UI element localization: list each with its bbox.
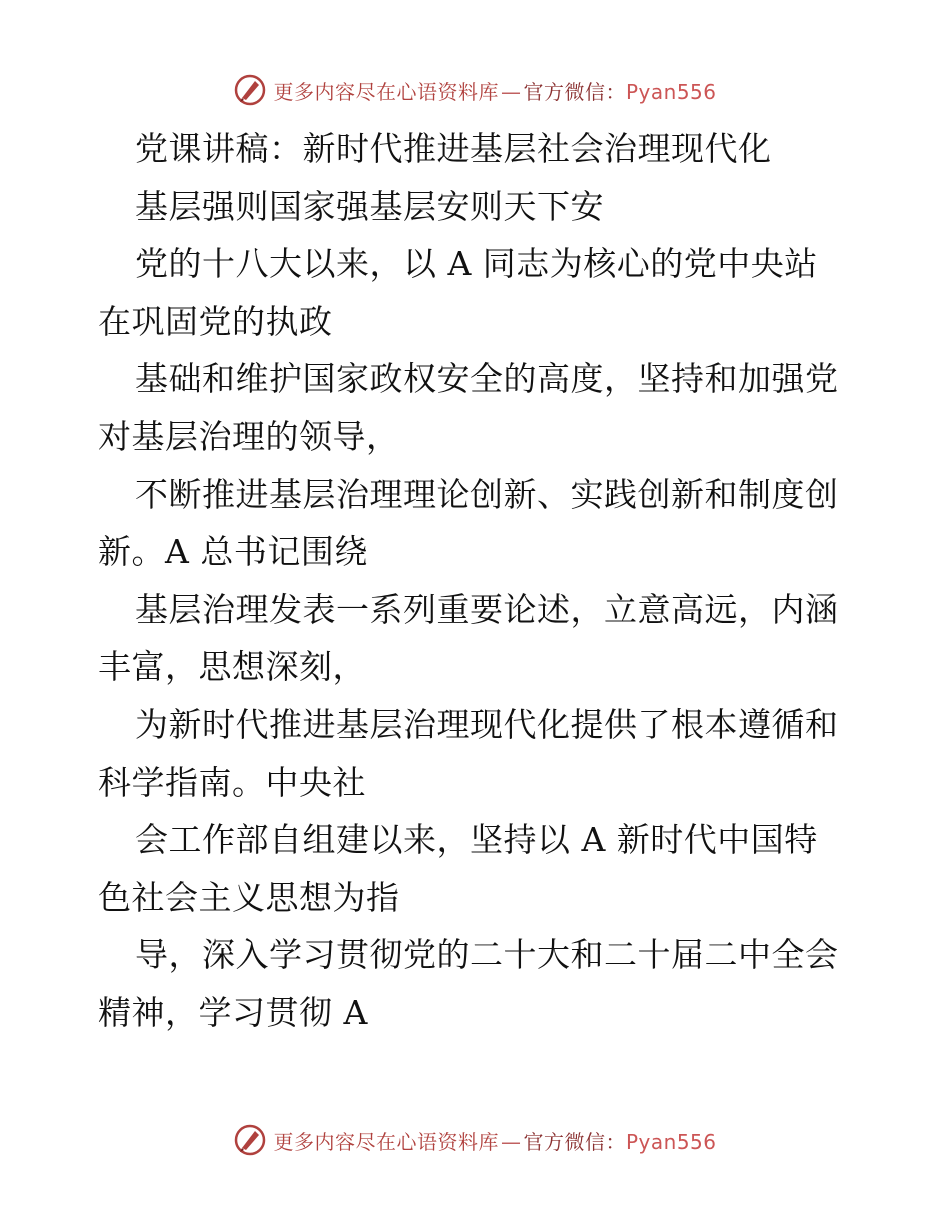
header-watermark (0, 70, 950, 110)
doc-line: 色社会主义思想为指 (98, 877, 400, 917)
watermark-separator: — (500, 1129, 522, 1154)
document-body (98, 120, 858, 1042)
footer-watermark (0, 1120, 950, 1160)
watermark-slogan: 更多内容尽在心语资料库 (273, 1129, 499, 1154)
watermark-wechat-label: 官方微信： (523, 79, 626, 104)
doc-line: 基层治理发表一系列重要论述，立意高远，内涵 (135, 589, 839, 629)
doc-line: 导，深入学习贯彻党的二十大和二十届二中全会 (135, 935, 839, 975)
watermark-wechat-id: Pyan556 (625, 1129, 717, 1154)
doc-line: 在巩固党的执政 (98, 301, 333, 341)
watermark-wechat-id: Pyan556 (625, 79, 717, 104)
doc-line: 对基层治理的领导， (98, 416, 400, 456)
doc-line: 新。A 总书记围绕 (98, 532, 368, 572)
doc-line: 精神，学习贯彻 A (98, 992, 368, 1032)
doc-line: 党的十八大以来，以 A 同志为核心的党中央站 (135, 244, 818, 284)
pen-logo-icon (233, 73, 267, 107)
pen-logo-icon (233, 1123, 267, 1157)
watermark-separator: — (500, 79, 522, 104)
doc-line: 科学指南。中央社 (98, 762, 366, 802)
doc-line: 会工作部自组建以来，坚持以 A 新时代中国特 (135, 820, 818, 860)
doc-line: 丰富，思想深刻， (98, 647, 366, 687)
doc-line: 基础和维护国家政权安全的高度，坚持和加强党 (135, 359, 839, 399)
doc-line: 为新时代推进基层治理现代化提供了根本遵循和 (135, 704, 839, 744)
watermark-text (273, 76, 716, 105)
doc-title: 党课讲稿：新时代推进基层社会治理现代化 (135, 129, 772, 168)
watermark-slogan: 更多内容尽在心语资料库 (273, 79, 499, 104)
doc-line: 不断推进基层治理理论创新、实践创新和制度创 (135, 474, 839, 514)
doc-subtitle: 基层强则国家强基层安则天下安 (135, 186, 604, 226)
watermark-text (273, 1126, 716, 1155)
watermark-wechat-label: 官方微信： (523, 1129, 626, 1154)
